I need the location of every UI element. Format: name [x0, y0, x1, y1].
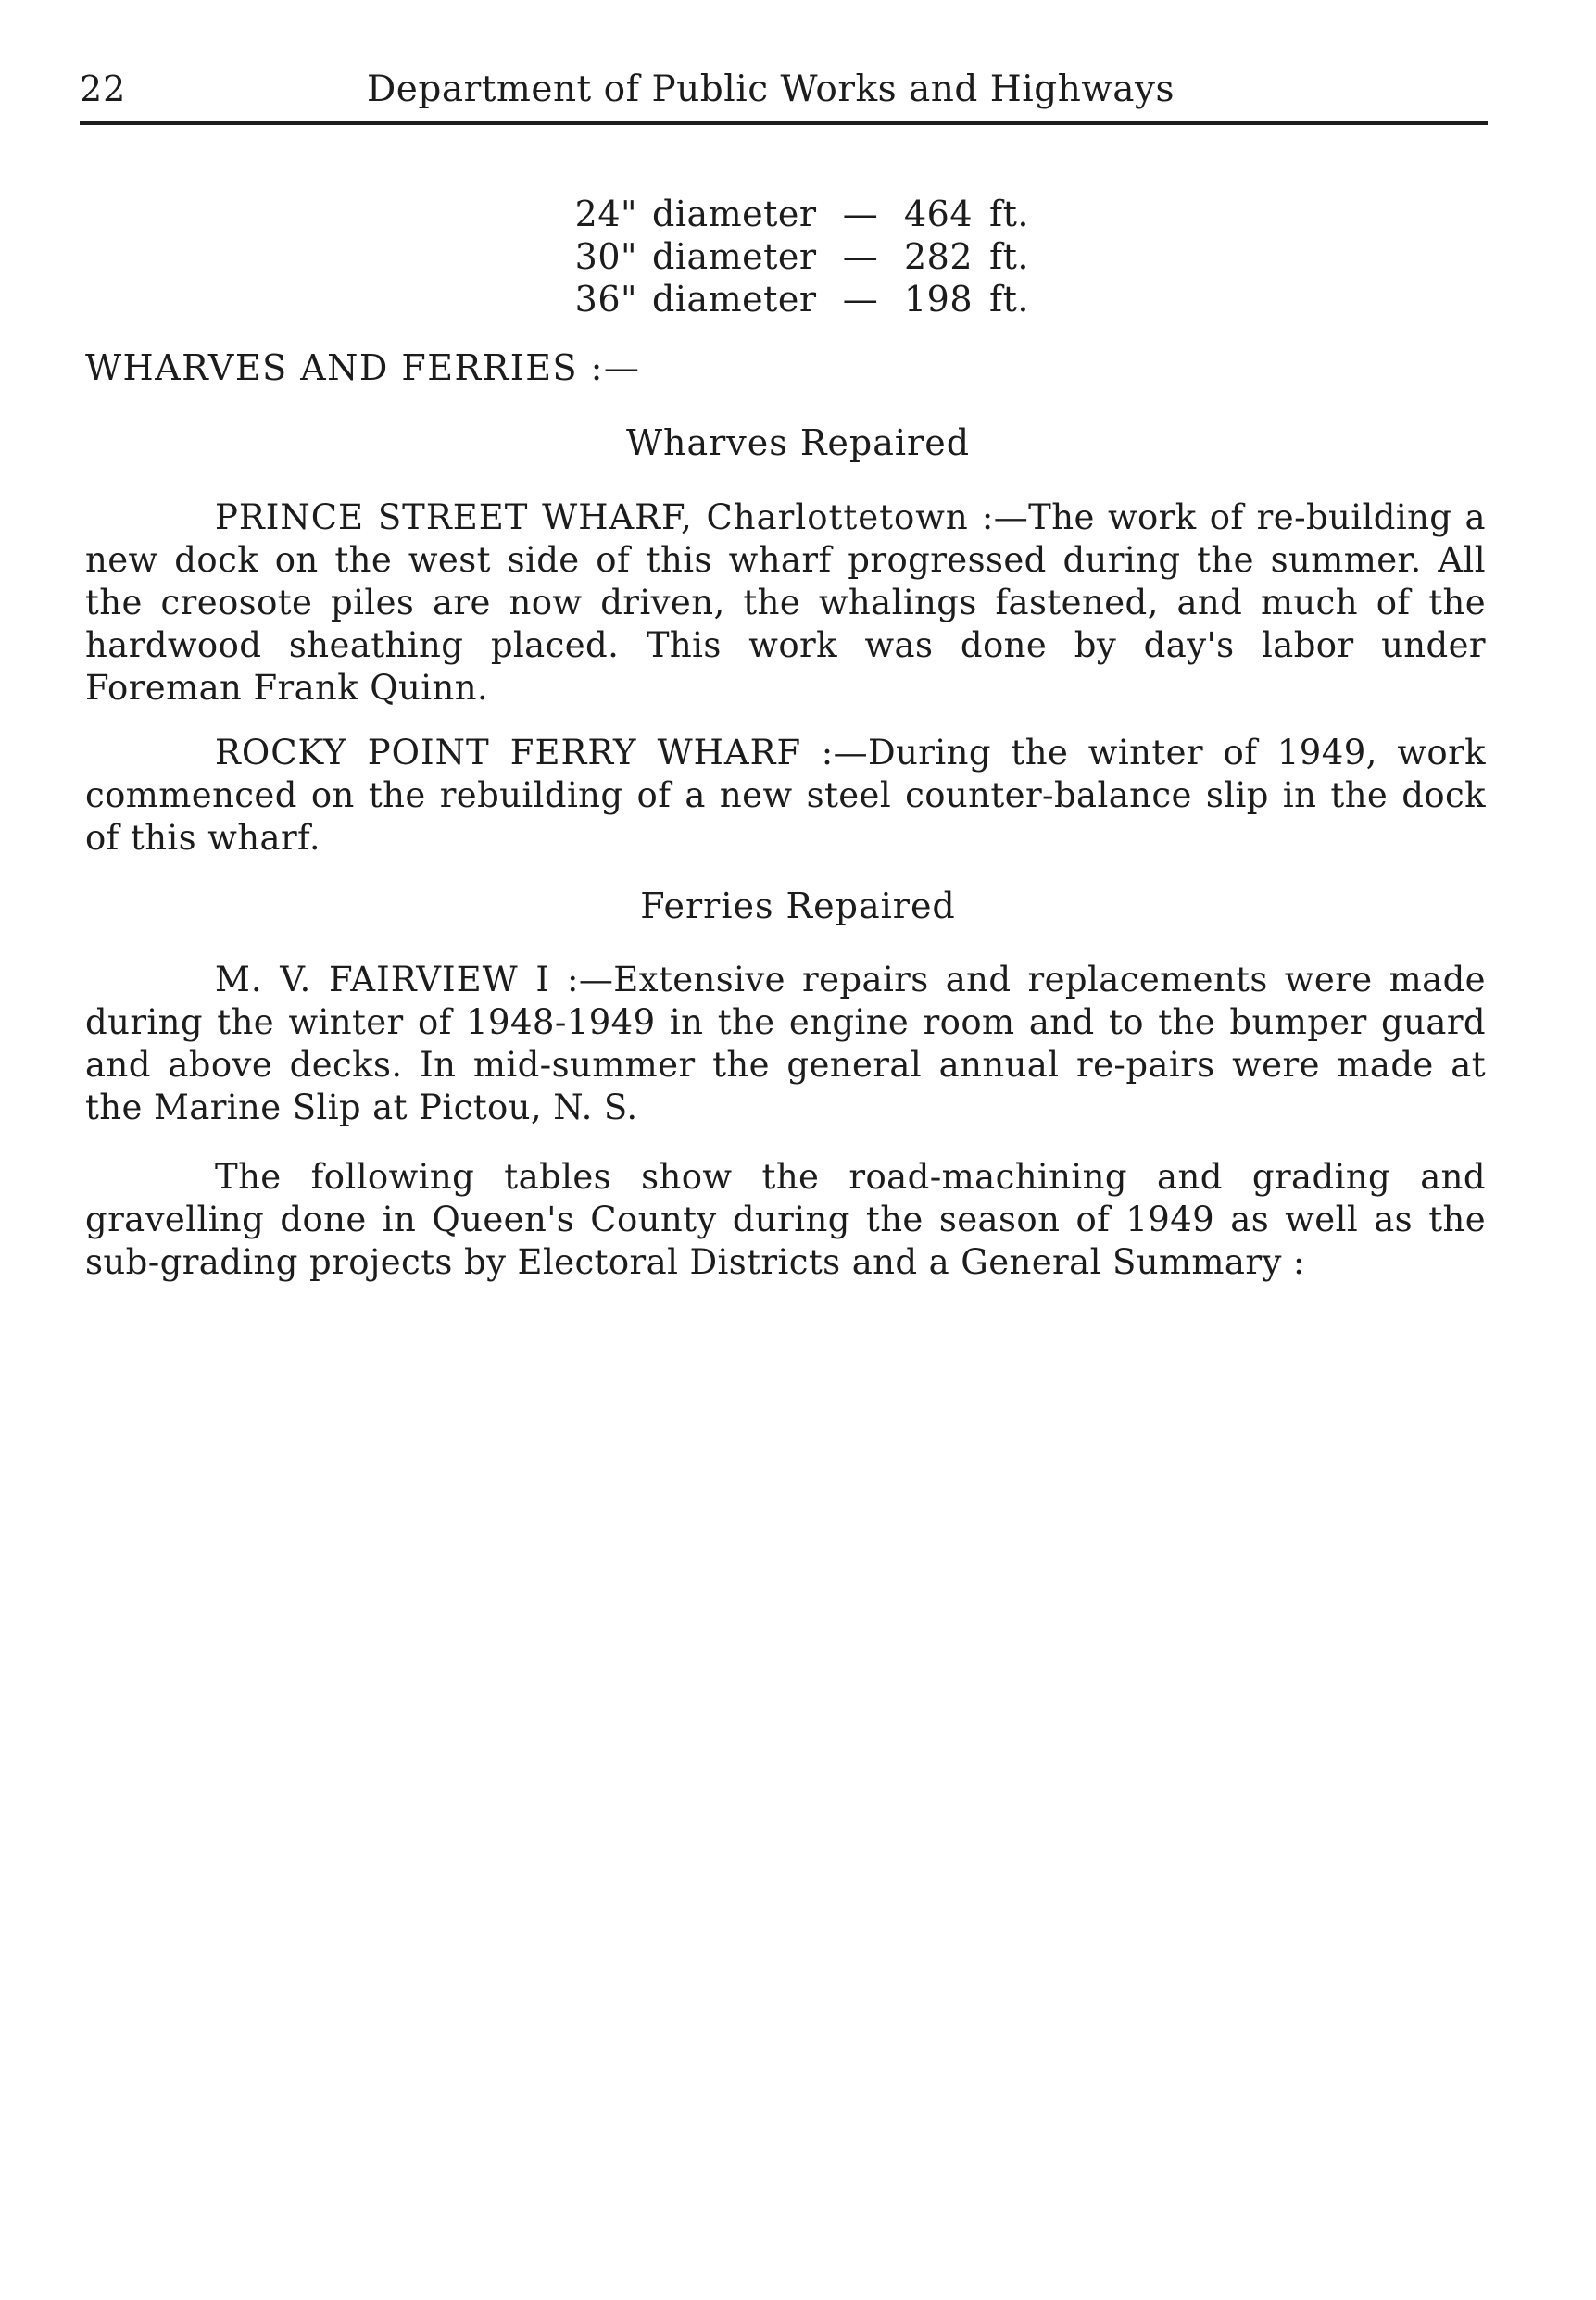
paragraph-lead: PRINCE STREET WHARF, Charlottetown: [215, 497, 969, 537]
pipe-label: diameter: [652, 279, 817, 320]
pipe-unit: ft.: [989, 236, 1029, 277]
paragraph-lead: ROCKY POINT FERRY WHARF: [215, 733, 802, 773]
page-header: [80, 61, 1488, 117]
paragraph-text: :—Extensive repairs and replacements were made during the winter of 1948-1949 in the engine room and to the bumper guard and above decks. In mid-summer the general annual re-pairs were made at the Marine Slip at Pictou, N. S.: [85, 960, 1486, 1127]
pipe-dash: —: [842, 194, 879, 234]
running-title: Department of Public Works and Highways: [367, 69, 1175, 110]
pipe-unit: ft.: [989, 279, 1029, 320]
pipe-size: 24": [574, 194, 637, 234]
header-rule: [80, 121, 1488, 125]
paragraph-mv-fairview: [85, 959, 1486, 1129]
pipe-dash: —: [842, 279, 879, 320]
page-number: 22: [80, 69, 127, 109]
paragraph-text: :—The work of re-building a new dock on the west side of this wharf progressed during the summer. All the creosote piles are now driven, the whalings fastened, and much of the hardwood sheathing placed. This work was done by day's labor under Foreman Frank Quinn.: [85, 497, 1487, 708]
paragraph-text: :—During the winter of 1949, work commenced on the rebuilding of a new steel counter-balance slip in the dock of this wharf.: [85, 733, 1486, 858]
pipe-value: 198: [903, 279, 973, 320]
pipe-length-row: [548, 193, 1029, 235]
pipe-value: 464: [903, 194, 973, 234]
pipe-size: 30": [574, 236, 637, 277]
pipe-dash: —: [842, 236, 879, 277]
section-heading-wharves-and-ferries: WHARVES AND FERRIES :—: [85, 347, 641, 388]
pipe-length-row: [548, 235, 1029, 278]
pipe-unit: ft.: [989, 194, 1029, 234]
paragraph-lead: M. V. FAIRVIEW I: [215, 960, 550, 999]
pipe-label: diameter: [652, 236, 817, 277]
paragraph-prince-street-wharf: [85, 496, 1486, 710]
subheading-ferries-repaired: Ferries Repaired: [640, 886, 956, 926]
subheading-wharves-repaired: Wharves Repaired: [625, 422, 971, 463]
paragraph-closing: The following tables show the road-machining and grading and gravelling done in Queen's County during the season of 1949 as well as the sub-grading projects by Electoral Districts and a General Summary :: [85, 1157, 1486, 1282]
pipe-length-list: [548, 193, 1029, 320]
pipe-length-row: [548, 278, 1029, 320]
pipe-label: diameter: [652, 194, 817, 234]
paragraph-rocky-point-ferry-wharf: [85, 732, 1486, 860]
pipe-size: 36": [574, 279, 637, 320]
pipe-value: 282: [903, 236, 973, 277]
